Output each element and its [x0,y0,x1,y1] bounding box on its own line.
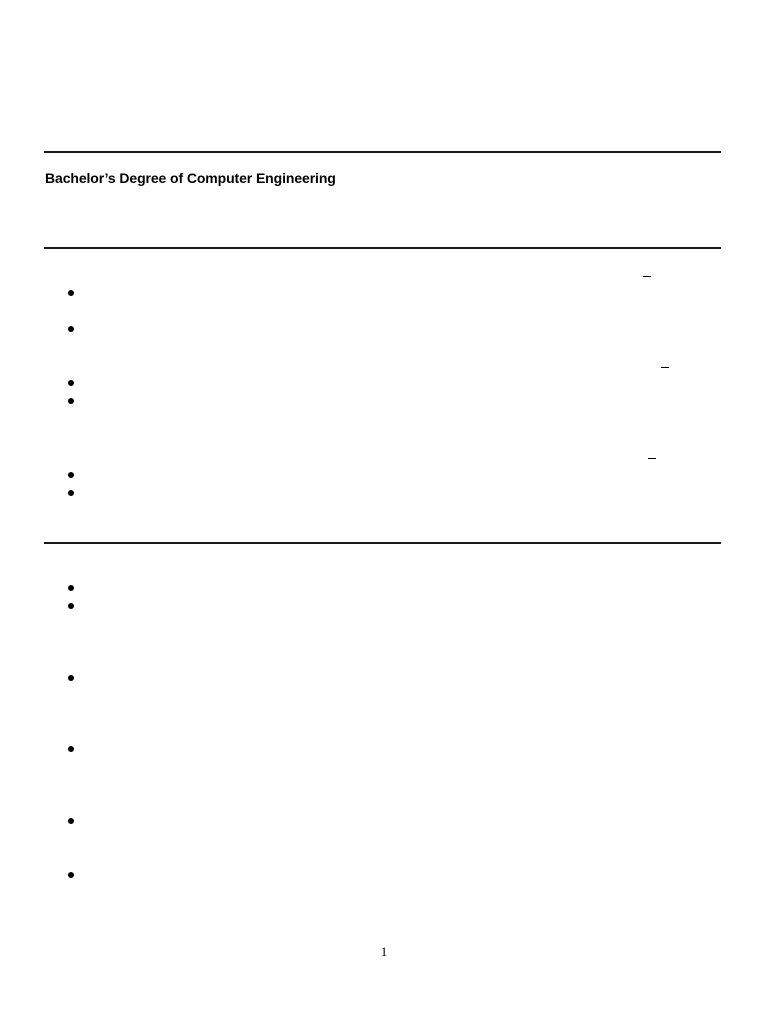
bullet-point [68,326,74,332]
bullet-point [68,746,74,752]
dash-mark [661,367,669,368]
dash-mark [648,458,656,459]
degree-heading: Bachelor’s Degree of Computer Engineering [45,170,336,186]
dash-mark [643,276,651,277]
bullet-point [68,872,74,878]
education-bottom-rule [44,247,721,249]
bullet-point [68,472,74,478]
bullet-point [68,585,74,591]
page-number: 1 [380,944,388,959]
bullet-point [68,675,74,681]
section-one-bottom-rule [44,542,721,544]
bullet-point [68,603,74,609]
bullet-point [68,290,74,296]
bullet-point [68,380,74,386]
bullet-point [68,818,74,824]
top-rule [44,151,721,153]
bullet-point [68,490,74,496]
bullet-point [68,398,74,404]
